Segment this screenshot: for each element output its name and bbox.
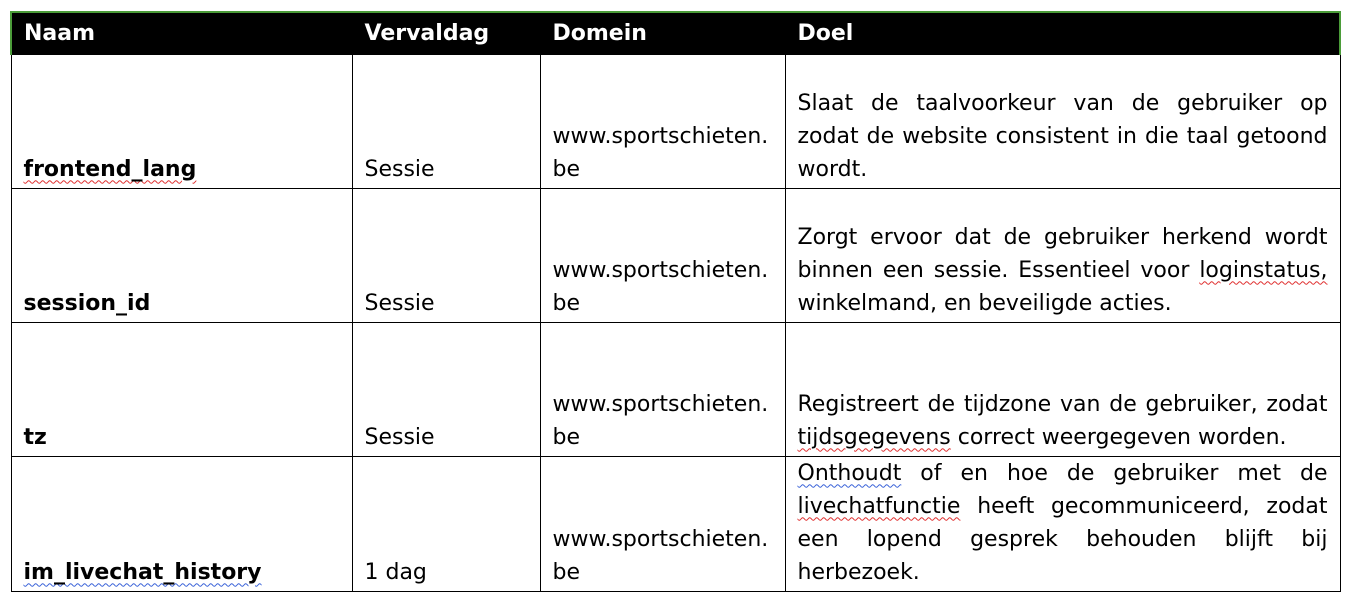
- header-naam: Naam: [11, 12, 352, 54]
- table-row: [11, 188, 1340, 322]
- cell-domein: www.sportschieten.be: [540, 188, 785, 322]
- table-header-row: [11, 12, 1340, 54]
- table-row: [11, 456, 1340, 591]
- doel-text-flagged: loginstatus,: [1199, 257, 1328, 283]
- cell-doel: [785, 322, 1340, 456]
- cell-domein: www.sportschieten.be: [540, 456, 785, 591]
- cell-domein: www.sportschieten.be: [540, 54, 785, 188]
- cell-doel: [785, 188, 1340, 322]
- cell-vervaldag: Sessie: [352, 322, 540, 456]
- cell-domein: www.sportschieten.be: [540, 322, 785, 456]
- cell-naam: [11, 54, 352, 188]
- header-vervaldag: Vervaldag: [352, 12, 540, 54]
- cell-doel: [785, 456, 1340, 591]
- cookie-name: frontend_lang: [23, 156, 197, 182]
- doel-text: heeft gecommuniceerd, zodat een lopend gesprek behouden blijft bij herbezoek.: [797, 493, 1328, 585]
- doel-text: Zorgt ervoor dat de gebruiker herkend wordt binnen een sessie. Essentieel voor: [797, 224, 1328, 283]
- cell-naam: [11, 456, 352, 591]
- doel-text: correct weergegeven worden.: [950, 424, 1287, 450]
- doel-text: winkelmand, en beveiligde acties.: [797, 290, 1172, 316]
- cell-doel: Slaat de taalvoorkeur van de gebruiker op zodat de website consistent in die taal getoond wordt.: [785, 54, 1340, 188]
- doel-text-flagged: tijdsgegevens: [797, 424, 951, 450]
- doel-text: Registreert de tijdzone van de gebruiker, zodat: [797, 391, 1328, 417]
- table-row: [11, 322, 1340, 456]
- cell-naam: session_id: [11, 188, 352, 322]
- cell-vervaldag: 1 dag: [352, 456, 540, 591]
- doel-text-flagged: livechatfunctie: [797, 493, 961, 519]
- cookie-name: im_livechat_history: [23, 559, 262, 585]
- cell-vervaldag: Sessie: [352, 188, 540, 322]
- cookie-table: [10, 11, 1341, 592]
- header-doel: Doel: [785, 12, 1340, 54]
- doel-text: of en hoe de gebruiker met de: [901, 460, 1328, 486]
- header-domein: Domein: [540, 12, 785, 54]
- doel-text-flagged: Onthoudt: [797, 460, 902, 486]
- cell-naam: tz: [11, 322, 352, 456]
- table-row: [11, 54, 1340, 188]
- cell-vervaldag: Sessie: [352, 54, 540, 188]
